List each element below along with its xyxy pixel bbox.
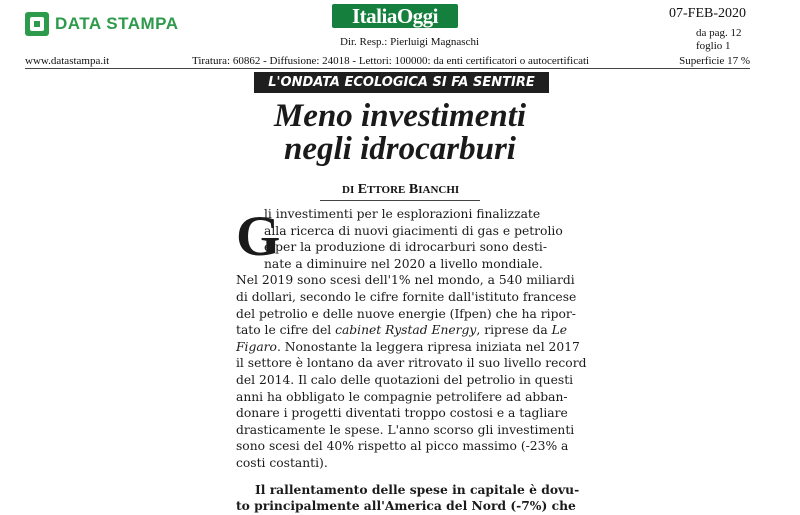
- article-line: e per la produzione di idrocarburi sono desti-: [264, 240, 548, 255]
- byline-prefix: DI: [342, 184, 355, 196]
- article-line: del 2014. Il calo delle quotazioni del petrolio in questi: [236, 372, 574, 387]
- website-link[interactable]: www.datastampa.it: [25, 55, 110, 67]
- page-reference: [696, 27, 742, 53]
- director-line: Dir. Resp.: Pierluigi Magnaschi: [340, 36, 480, 48]
- publication-date: 07-FEB-2020: [669, 6, 746, 21]
- data-stampa-logo-icon: [25, 12, 49, 36]
- sheet-number: foglio 1: [696, 40, 731, 52]
- article-line: Il rallentamento delle spese in capitale è dovu-: [255, 481, 580, 497]
- byline-first-rest: TTORE: [367, 184, 406, 196]
- text-run: , riprese da: [476, 323, 552, 338]
- text-run-italic: Le: [551, 323, 568, 338]
- circulation-info: Tiratura: 60862 - Diffusione: 24018 - Lettori: 100000: da enti certificatori o autocertificati: [192, 55, 590, 67]
- byline-last-rest: IANCHI: [418, 184, 460, 196]
- text-run: . Nonostante la leggera ripresa iniziata nel 2017: [276, 339, 580, 354]
- article-line: alla ricerca di nuovi giacimenti di gas e petrolio: [264, 223, 563, 238]
- byline-first-initial: E: [357, 182, 368, 197]
- surface-info: Superficie 17 %: [679, 55, 750, 67]
- byline-divider: [320, 200, 480, 201]
- drop-cap: G: [236, 205, 281, 268]
- article-line: nate a diminuire nel 2020 a livello mondiale.: [264, 256, 543, 271]
- data-stampa-name: DATA STAMPA: [55, 14, 179, 33]
- article-line: donare i progetti diventati troppo costosi e a tagliare: [236, 406, 568, 421]
- article-line: drasticamente le spese. L'anno scorso gli investimenti: [236, 422, 575, 437]
- article-body: [236, 206, 587, 515]
- headline-line-1: Meno investimenti: [273, 98, 527, 134]
- article-line: to principalmente all'America del Nord (-7%) che: [236, 498, 576, 514]
- article-line: [236, 339, 580, 356]
- text-run-italic: Figaro: [236, 339, 277, 354]
- article-line: [236, 322, 566, 339]
- article-kicker: L'ONDATA ECOLOGICA SI FA SENTIRE: [254, 72, 549, 93]
- article-byline: [342, 182, 459, 198]
- text-run-italic: cabinet Rystad Energy: [335, 323, 477, 338]
- article-line: sono scesi del 40% rispetto al picco massimo (-23% a: [236, 439, 569, 454]
- article-line: Nel 2019 sono scesi dell'1% nel mondo, a 540 miliardi: [236, 273, 575, 288]
- article-line: anni ha obbligato le compagnie petrolifere ad abban-: [236, 389, 568, 404]
- start-page: da pag. 12: [696, 27, 742, 39]
- article-line: costi costanti).: [236, 455, 328, 470]
- byline-last-initial: B: [408, 182, 419, 197]
- data-stampa-logo: [25, 12, 179, 36]
- text-run: tato le cifre del: [236, 323, 336, 338]
- article-headline: [250, 100, 550, 166]
- article-line: il settore è lontano da aver ritrovato il suo livello record: [236, 356, 587, 371]
- newspaper-masthead: ItaliaOggi: [332, 4, 458, 28]
- article-line: li investimenti per le esplorazioni finalizzate: [264, 207, 541, 221]
- article-line: del petrolio e delle nuove energie (Ifpen) che ha ripor-: [236, 306, 576, 321]
- article-line: di dollari, secondo le cifre fornite dall'istituto francese: [236, 289, 577, 304]
- headline-line-2: negli idrocarburi: [284, 131, 516, 167]
- header-divider: [25, 68, 750, 69]
